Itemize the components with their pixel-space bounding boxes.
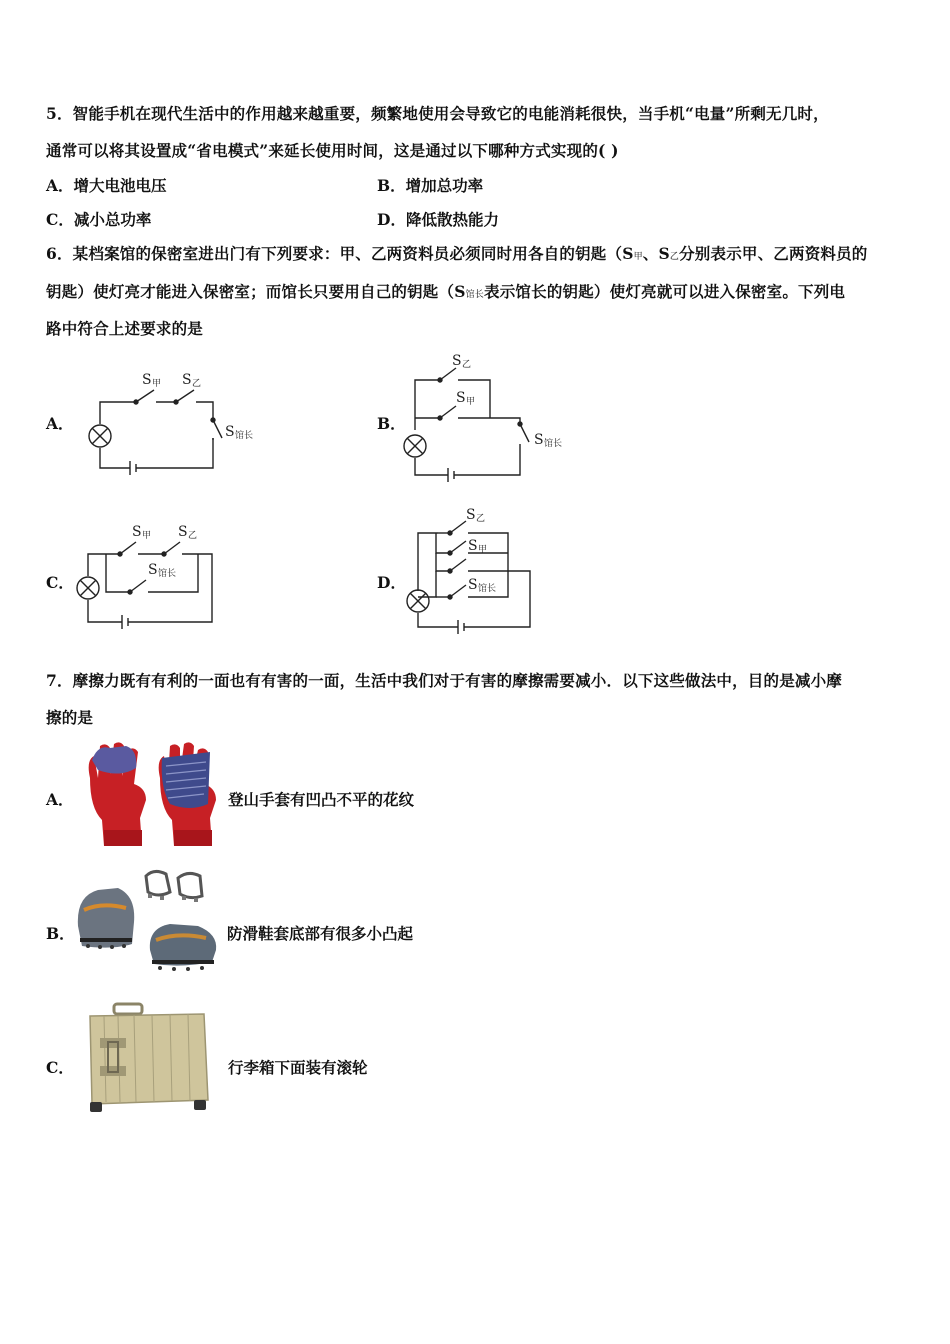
q6-line2-sub-guanzhang: 馆长: [465, 290, 485, 300]
q5-option-c[interactable]: [46, 208, 151, 230]
circuit-c-label-s-jia: S: [132, 524, 142, 540]
q6-line1: [46, 242, 868, 264]
circuit-c-sub-jia: 甲: [142, 531, 152, 541]
q5-option-a-label: A．: [46, 176, 74, 195]
q5-option-a-text: 增大电池电压: [73, 176, 167, 195]
q6-line1-sub-jia: 甲: [633, 252, 643, 262]
q5-option-a[interactable]: [46, 174, 167, 196]
q6-line1-sub-yi: 乙: [669, 252, 680, 262]
q5-option-c-text: 减小总功率: [73, 210, 152, 229]
circuit-d-label-s-yi: S: [466, 507, 476, 523]
q6-option-d-label[interactable]: D．: [377, 573, 406, 592]
circuit-b-label-s-yi: S: [452, 353, 462, 369]
circuit-c-label-s-yi: S: [178, 524, 188, 540]
q7-line2: 擦的是: [46, 708, 94, 727]
q7-option-c-label[interactable]: C．: [46, 1058, 74, 1077]
q7-option-a-text[interactable]: 登山手套有凹凸不平的花纹: [228, 790, 415, 809]
circuit-a-sub-guanzhang: 馆长: [235, 431, 254, 441]
q7-option-b-label[interactable]: B．: [46, 924, 75, 943]
q5-line2: 通常可以将其设置成“省电模式”来延长使用时间，这是通过以下哪种方式实现的( ): [46, 141, 619, 160]
circuit-d-label-s-jia: S: [468, 538, 478, 554]
circuit-d-sub-jia: 甲: [478, 545, 488, 555]
circuit-d-diagram[interactable]: [400, 505, 550, 640]
q5-option-b-text: 增加总功率: [405, 176, 484, 195]
q5-option-b-label: B．: [377, 176, 406, 195]
q5-option-d-text: 降低散热能力: [405, 210, 499, 229]
gloves-image: [80, 738, 228, 848]
circuit-a-diagram[interactable]: [80, 360, 280, 485]
circuit-a-sub-yi: 乙: [192, 379, 202, 389]
shoe-covers-image: [74, 866, 224, 978]
q6-line2-part-b: 表示馆长的钥匙）使灯亮就可以进入保密室。下列电: [484, 282, 846, 301]
q6-option-a-label[interactable]: A．: [46, 414, 74, 433]
q7-option-b-text[interactable]: 防滑鞋套底部有很多小凸起: [227, 924, 414, 943]
q6-line3: 路中符合上述要求的是: [46, 319, 204, 338]
circuit-a-label-s-yi: S: [182, 372, 192, 388]
circuit-b-sub-jia: 甲: [466, 397, 476, 407]
q5-option-c-label: C．: [46, 210, 74, 229]
circuit-c-sub-guanzhang: 馆长: [158, 569, 177, 579]
q6-option-c-label[interactable]: C．: [46, 573, 74, 592]
q5-option-d[interactable]: [377, 208, 499, 230]
q7-option-a-label[interactable]: A．: [46, 790, 74, 809]
q5-option-d-label: D．: [377, 210, 406, 229]
suitcase-image: [84, 1002, 214, 1114]
circuit-c-label-s-guanzhang: S: [148, 562, 158, 578]
circuit-b-diagram[interactable]: [400, 350, 600, 490]
q6-option-b-label[interactable]: B．: [377, 414, 406, 433]
q5-line1: 5．智能手机在现代生活中的作用越来越重要，频繁地使用会导致它的电能消耗很快，当手机“电量”所剩无几时，: [46, 104, 829, 123]
q6-line1-part-b: 、S: [642, 244, 670, 263]
circuit-d-sub-yi: 乙: [476, 514, 486, 524]
circuit-c-sub-yi: 乙: [188, 531, 198, 541]
q6-line1-part-c: 分别表示甲、乙两资料员的: [679, 244, 868, 263]
q5-option-b[interactable]: [377, 174, 483, 196]
circuit-d-sub-guanzhang: 馆长: [478, 584, 497, 594]
circuit-b-sub-guanzhang: 馆长: [544, 439, 563, 449]
q6-line2: [46, 280, 845, 302]
circuit-a-sub-jia: 甲: [152, 379, 162, 389]
circuit-a-label-s-jia: S: [142, 372, 152, 388]
circuit-b-label-s-guanzhang: S: [534, 432, 544, 448]
q6-line1-part-a: 6．某档案馆的保密室进出门有下列要求：甲、乙两资料员必须同时用各自的钥匙（S: [46, 244, 634, 263]
circuit-d-label-s-guanzhang: S: [468, 577, 478, 593]
circuit-c-diagram[interactable]: [70, 520, 230, 640]
q7-line1: 7．摩擦力既有有利的一面也有有害的一面，生活中我们对于有害的摩擦需要减小．以下这些做法中，目的是减小摩: [46, 671, 842, 690]
q7-option-c-text[interactable]: 行李箱下面装有滚轮: [228, 1058, 368, 1077]
circuit-a-label-s-guanzhang: S: [225, 424, 235, 440]
circuit-b-label-s-jia: S: [456, 390, 466, 406]
q6-line2-part-a: 钥匙）使灯亮才能进入保密室；而馆长只要用自己的钥匙（S: [46, 282, 466, 301]
circuit-b-sub-yi: 乙: [462, 360, 472, 370]
